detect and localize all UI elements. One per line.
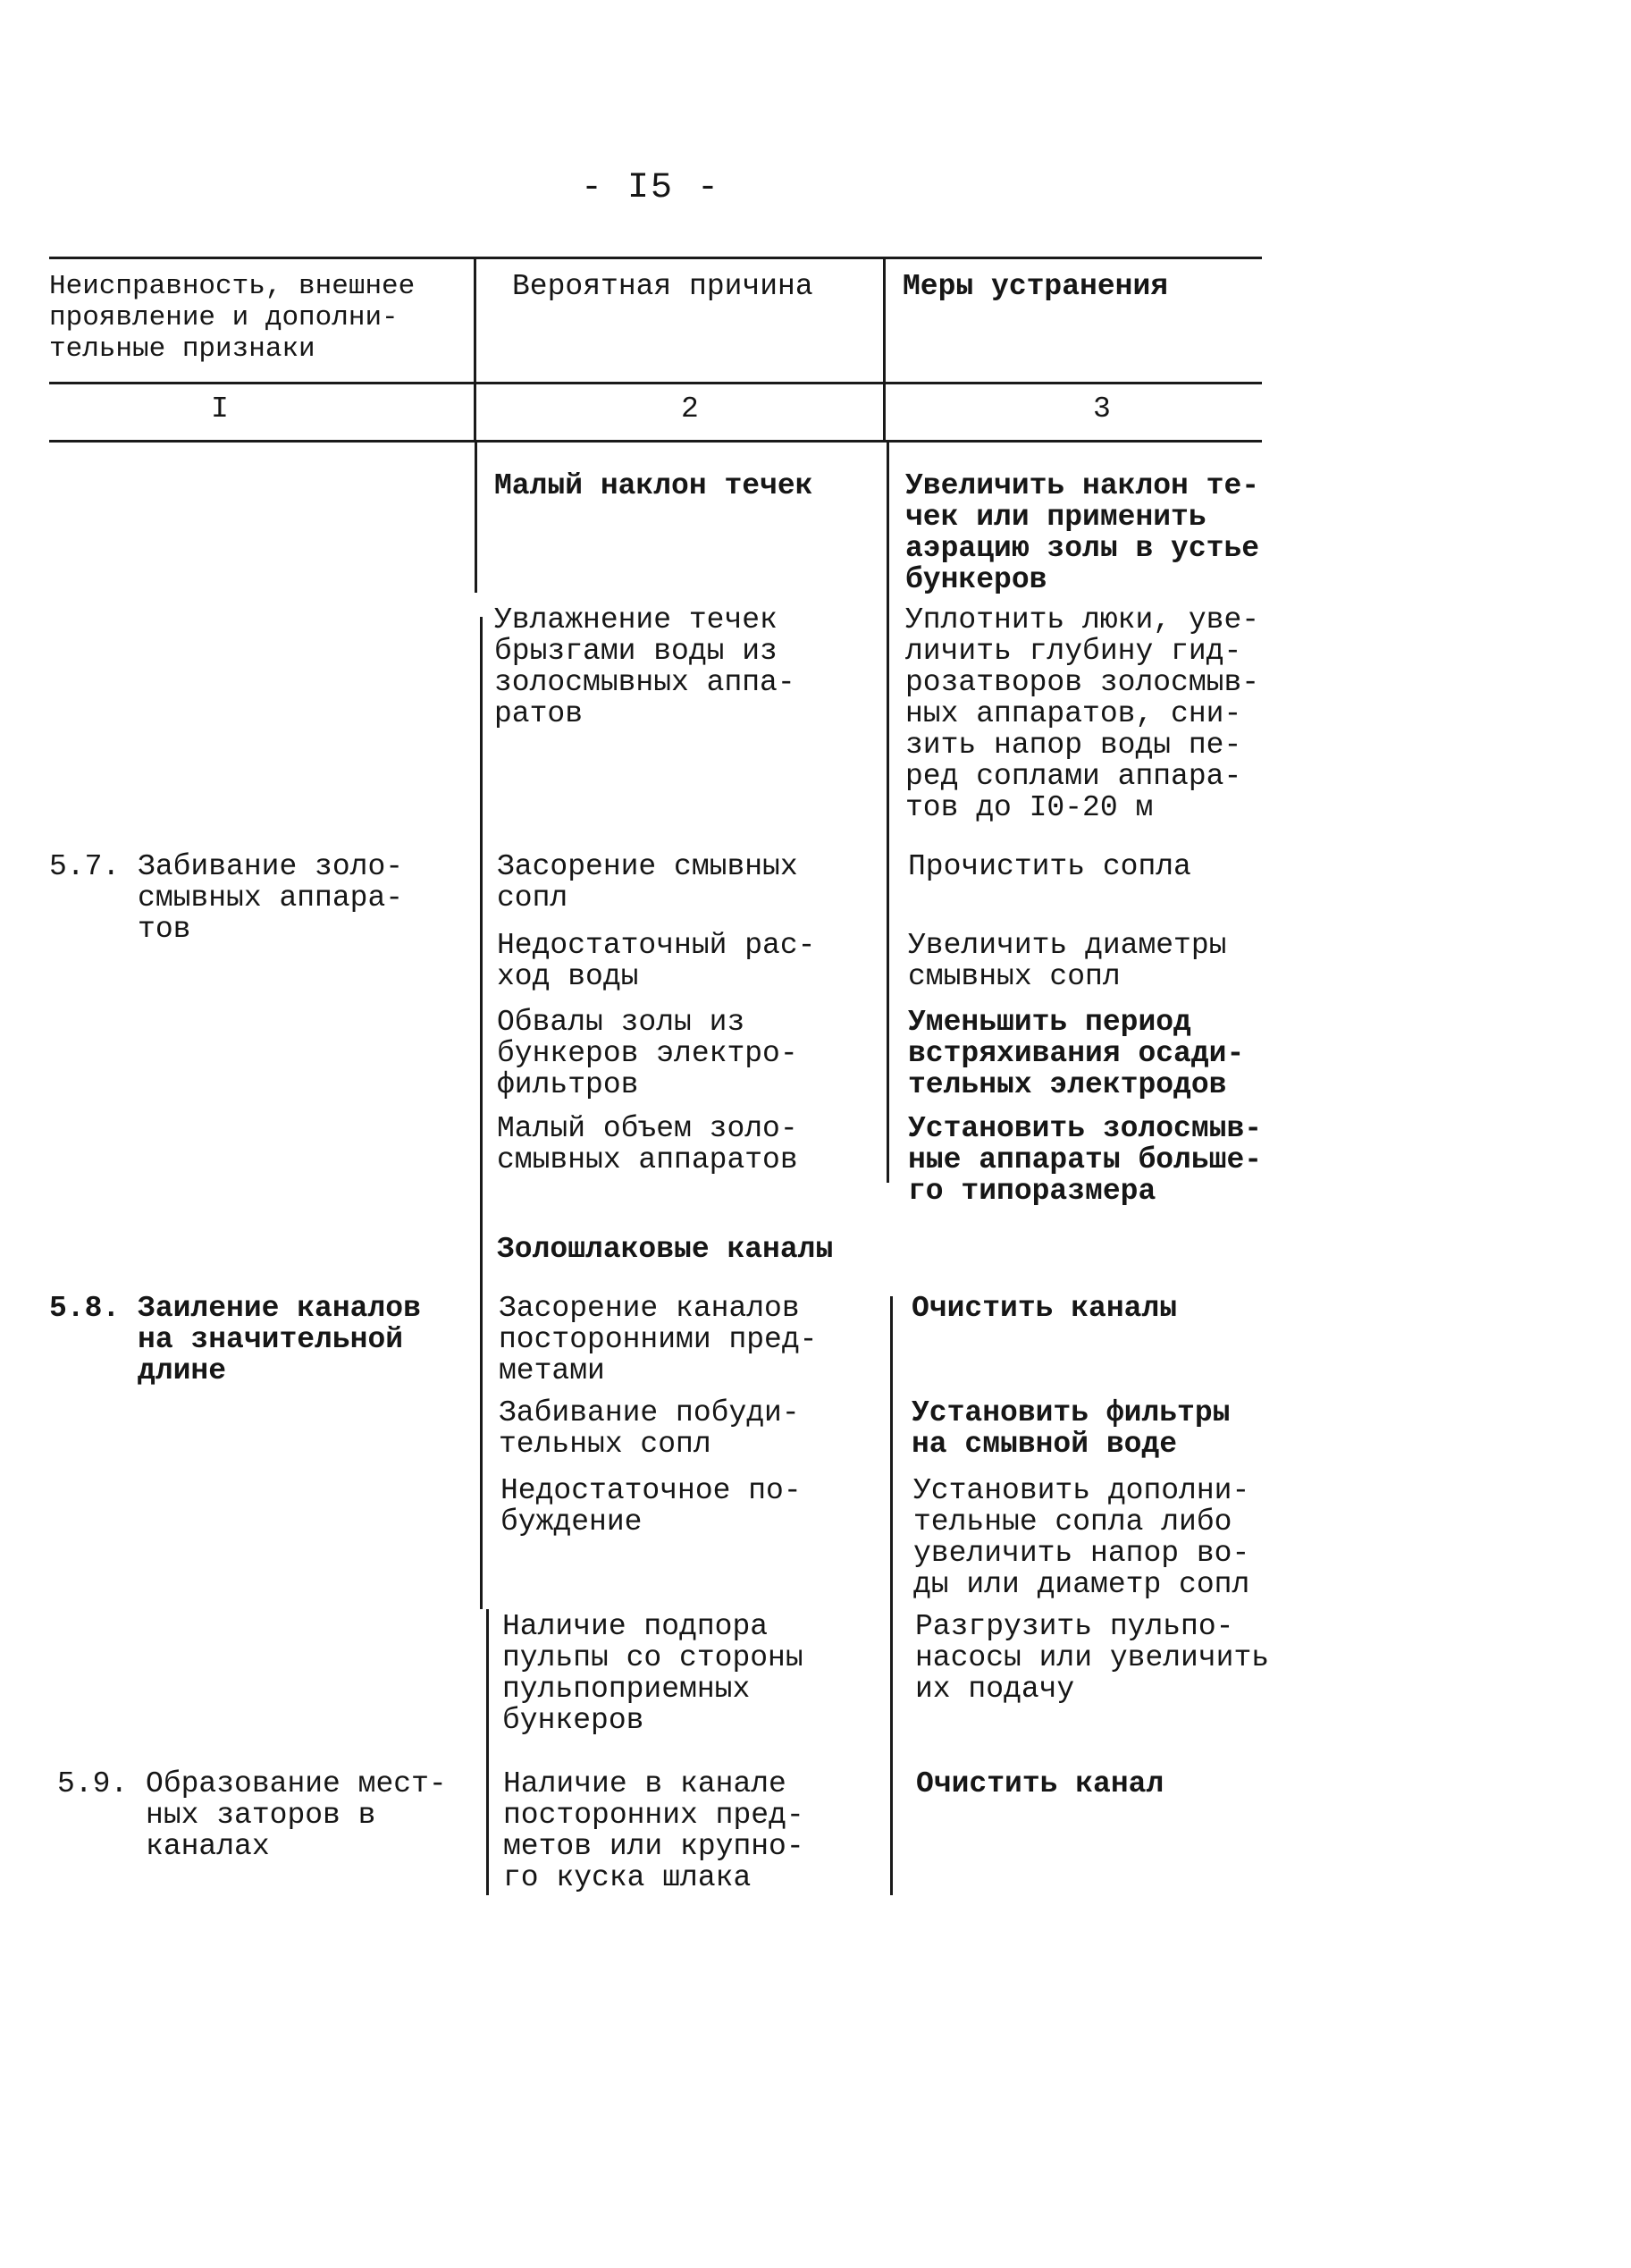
row-remedy: Очистить канал: [916, 1767, 1164, 1800]
row-remedy: Уплотнить люки, уве- личить глубину гид- розатворов золосмыв- ных аппаратов, сни- зить напор воды пе- ред соплами аппара- тов до I0-20 м: [905, 603, 1260, 824]
row-cause: Малый объем золо- смывных аппаратов: [497, 1112, 798, 1176]
row-cause: Увлажнение течек брызгами воды из золосмывных аппа- ратов: [494, 603, 795, 730]
body-divider-1c: [486, 1609, 489, 1895]
row-fault: 5.8. Заиление каналов на значительной длине: [49, 1292, 421, 1387]
row-cause: Наличие в канале посторонних пред- метов или крупно- го куска шлака: [503, 1767, 804, 1894]
body-divider-1b: [480, 617, 483, 1609]
col-numbers-bottom-rule: [49, 440, 1262, 443]
row-cause: Засорение смывных сопл: [497, 850, 798, 915]
row-remedy: Увеличить диаметры смывных сопл: [908, 929, 1227, 993]
row-remedy: Очистить каналы: [912, 1292, 1178, 1325]
number-divider-1: [474, 384, 476, 441]
row-remedy: Увеличить наклон те- чек или применить аэрацию золы в устье бункеров: [905, 469, 1260, 596]
row-cause: Недостаточный рас- ход воды: [497, 929, 816, 993]
row-cause: Недостаточное по- буждение: [500, 1474, 802, 1539]
body-divider-1a: [475, 441, 477, 593]
row-cause: Обвалы золы из бункеров электро- фильтров: [497, 1006, 798, 1101]
section-heading: Золошлаковые каналы: [497, 1233, 834, 1266]
header-divider-1: [474, 257, 476, 384]
header-cause: Вероятная причина: [512, 270, 813, 303]
row-remedy: Уменьшить период встряхивания осади- тельных электродов: [908, 1006, 1245, 1101]
row-remedy: Установить фильтры на смывной воде: [912, 1396, 1231, 1461]
row-cause: Наличие подпора пульпы со стороны пульпоприемных бункеров: [502, 1610, 803, 1737]
row-cause: Засорение каналов посторонними пред- метами: [499, 1292, 818, 1387]
row-remedy: Установить дополни- тельные сопла либо увеличить напор во- ды или диаметр сопл: [913, 1474, 1250, 1601]
col-number-1: I: [211, 392, 229, 426]
header-divider-2: [883, 257, 886, 384]
col-number-2: 2: [681, 392, 699, 426]
row-fault: 5.7. Забивание золо- смывных аппара- тов: [49, 850, 404, 946]
header-fault: Неисправность, внешнее проявление и дополни- тельные признаки: [49, 271, 416, 365]
row-remedy: Разгрузить пульпо- насосы или увеличить их подачу: [915, 1610, 1270, 1706]
header-remedy: Меры устранения: [903, 270, 1169, 303]
row-remedy: Прочистить сопла: [908, 850, 1191, 883]
col-number-3: 3: [1093, 392, 1111, 426]
row-cause: Забивание побуди- тельных сопл: [499, 1396, 800, 1461]
body-divider-2a: [887, 441, 889, 1183]
row-remedy: Установить золосмыв- ные аппараты больше- го типоразмера: [908, 1112, 1263, 1208]
page-number: - I5 -: [581, 168, 721, 208]
row-fault: 5.9. Образование мест- ных заторов в каналах: [57, 1767, 447, 1863]
row-cause: Малый наклон течек: [494, 469, 813, 502]
table-top-rule: [49, 257, 1262, 259]
body-divider-2b: [890, 1296, 893, 1895]
number-divider-2: [883, 384, 886, 441]
header-bottom-rule: [49, 382, 1262, 384]
